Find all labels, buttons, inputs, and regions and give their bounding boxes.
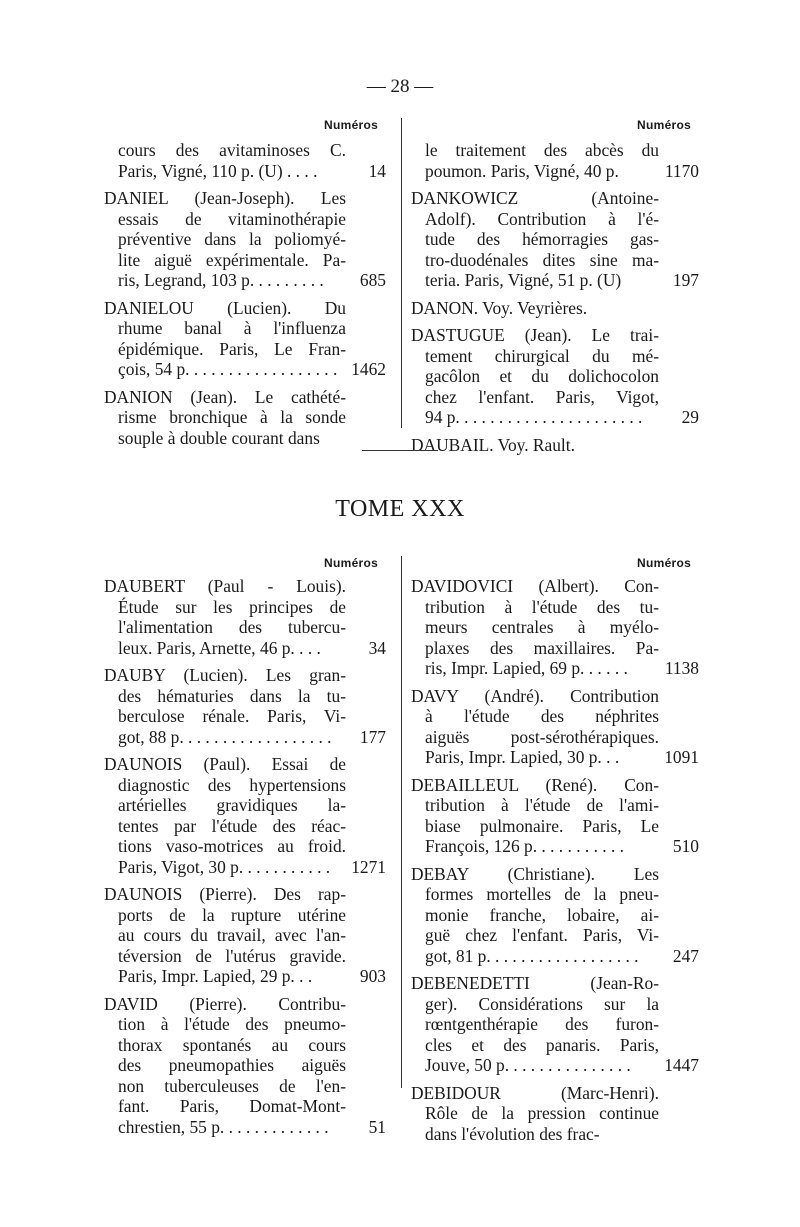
bibliography-entry <box>411 686 705 768</box>
entry-heading-line: DANIEL (Jean-Joseph). Les <box>104 188 346 208</box>
entry-number: 1170 <box>664 160 699 181</box>
entry-text-line: lite aiguë expérimentale. Pa- <box>118 249 346 270</box>
entry-text-line: tions vaso-motrices au froid. <box>118 836 346 856</box>
entry-text-line: essais de vitaminothérapie <box>118 208 346 229</box>
bibliography-entry <box>411 298 705 319</box>
entry-text-line: cles et des panaris. Paris, <box>425 1034 659 1055</box>
entry-heading-line: cours des avitaminoses C. <box>118 140 346 160</box>
entry-text-line: plaxes des maxillaires. Pa- <box>425 637 659 658</box>
column-top-left <box>104 140 392 448</box>
entry-text-line: préventive dans la poliomyé- <box>118 229 346 249</box>
entry-text-line: Paris, Vigné, 110 p. (U) . . . . <box>118 160 318 181</box>
entry-heading-line: DAVID (Pierre). Contribu- <box>104 993 346 1014</box>
entry-text-line: got, 81 p. . . . . . . . . . . . . . . . . . <box>425 945 639 966</box>
column-bottom-left <box>104 576 392 1137</box>
entry-number: 903 <box>359 966 386 986</box>
entry-text-line: François, 126 p. . . . . . . . . . . <box>425 836 625 856</box>
entry-heading-line: DANKOWICZ (Antoine- <box>411 188 659 208</box>
bibliography-entry <box>411 775 705 857</box>
entry-heading-line: DAVY (André). Contribution <box>411 685 659 706</box>
bibliography-entry <box>411 973 705 1076</box>
entry-text-line: rhume banal à l'influenza <box>118 318 346 338</box>
bibliography-entry <box>104 387 392 449</box>
numeros-header-bottom-right: Numéros <box>637 556 692 570</box>
entry-text-line: ports de la rupture utérine <box>118 904 346 925</box>
entry-text-line: tribution à l'étude de l'ami- <box>425 795 659 815</box>
entry-text-line: non tuberculeuses de l'en- <box>118 1075 346 1096</box>
entry-text-line: fant. Paris, Domat-Mont- <box>118 1096 346 1116</box>
entry-heading-line: DAUBY (Lucien). Les gran- <box>104 665 346 685</box>
entry-text-line: berculose rénale. Paris, Vi- <box>118 706 346 726</box>
entry-text-line: tentes par l'étude des réac- <box>118 815 346 836</box>
bibliography-entry <box>104 754 392 877</box>
bibliography-entry <box>411 140 705 181</box>
entry-text-line: tro-duodénales dites sine ma- <box>425 249 659 270</box>
entry-text-line: leux. Paris, Arnette, 46 p. . . . <box>118 637 321 658</box>
entry-text-line: ris, Legrand, 103 p. . . . . . . . . <box>118 270 324 290</box>
entry-text-line: Adolf). Contribution à l'é- <box>425 208 659 229</box>
entry-heading-line: DEBAILLEUL (René). Con- <box>411 774 659 795</box>
entry-number: 1271 <box>351 856 386 877</box>
bibliography-entry <box>104 140 392 181</box>
entry-text-line: thorax spontanés au cours <box>118 1034 346 1055</box>
bibliography-entry <box>104 298 392 380</box>
entry-text-line: rœntgenthérapie des furon- <box>425 1014 659 1034</box>
column-bottom-right <box>411 576 705 1144</box>
entry-number: 510 <box>672 836 699 856</box>
entry-heading-line: DEBIDOUR (Marc-Henri). <box>411 1082 659 1103</box>
entry-text-line: monie franche, lobaire, ai- <box>425 904 659 925</box>
entry-text-line: chez l'enfant. Paris, Vigot, <box>425 386 659 407</box>
entry-number: 14 <box>368 160 386 181</box>
entry-text-line: çois, 54 p. . . . . . . . . . . . . . . . . . <box>118 359 338 379</box>
entry-heading-line: DAUBAIL. Voy. Rault. <box>411 434 575 455</box>
entry-text-line: tribution à l'étude des tu- <box>425 596 659 617</box>
bibliography-entry <box>104 576 392 658</box>
section-separator <box>362 450 438 451</box>
entry-heading-line: DAUNOIS (Paul). Essai de <box>104 754 346 774</box>
entry-text-line: Paris, Impr. Lapied, 29 p. . . <box>118 966 313 986</box>
numeros-header-top-left: Numéros <box>324 118 379 132</box>
entry-text-line: poumon. Paris, Vigné, 40 p. <box>425 160 619 181</box>
entry-heading-line: DEBAY (Christiane). Les <box>411 863 659 884</box>
entry-number: 1462 <box>351 359 386 379</box>
entry-number: 177 <box>359 726 386 747</box>
bibliography-entry <box>104 188 392 291</box>
page-number: — 28 — <box>366 76 434 97</box>
entry-number: 685 <box>359 270 386 290</box>
entry-text-line: Étude sur les principes de <box>118 596 346 617</box>
bibliography-entry <box>411 325 705 428</box>
entry-text-line: artérielles gravidiques la- <box>118 795 346 815</box>
entry-text-line: l'alimentation des tubercu- <box>118 617 346 637</box>
bibliography-entry <box>411 435 705 456</box>
entry-heading-line: le traitement des abcès du <box>425 140 659 160</box>
entry-text-line: Jouve, 50 p. . . . . . . . . . . . . . . <box>425 1055 631 1075</box>
entry-text-line: épidémique. Paris, Le Fran- <box>118 338 346 359</box>
entry-text-line: des pneumopathies aiguës <box>118 1055 346 1075</box>
bibliography-entry <box>411 864 705 967</box>
entry-heading-line: DANION (Jean). Le cathété- <box>104 386 346 407</box>
numeros-header-top-right: Numéros <box>637 118 692 132</box>
entry-text-line: Rôle de la pression continue <box>425 1103 659 1123</box>
entry-text-line: Paris, Impr. Lapied, 30 p. . . <box>425 747 620 767</box>
entry-number: 1447 <box>664 1055 699 1075</box>
entry-text-line: biase pulmonaire. Paris, Le <box>425 815 659 836</box>
entry-text-line: tion à l'étude des pneumo- <box>118 1014 346 1034</box>
entry-heading-line: DAVIDOVICI (Albert). Con- <box>411 576 659 596</box>
entry-heading-line: DANIELOU (Lucien). Du <box>104 297 346 318</box>
entry-text-line: ger). Considérations sur la <box>425 993 659 1014</box>
bibliography-entry <box>104 665 392 747</box>
entry-text-line: chrestien, 55 p. . . . . . . . . . . . . <box>118 1116 329 1137</box>
entry-text-line: ris, Impr. Lapied, 69 p. . . . . . <box>425 658 628 678</box>
entry-text-line: risme bronchique à la sonde <box>118 407 346 427</box>
section-title: TOME XXX <box>335 496 465 522</box>
bibliography-entry <box>411 1083 705 1145</box>
entry-heading-line: DEBENEDETTI (Jean-Ro- <box>411 973 659 993</box>
entry-number: 34 <box>368 637 386 658</box>
entry-text-line: 94 p. . . . . . . . . . . . . . . . . . . . . . <box>425 407 643 427</box>
entry-number: 51 <box>368 1116 386 1137</box>
entry-text-line: got, 88 p. . . . . . . . . . . . . . . . . . <box>118 726 332 747</box>
entry-text-line: au cours du travail, avec l'an- <box>118 925 346 945</box>
bibliography-entry <box>411 576 705 679</box>
entry-heading-line: DAUNOIS (Pierre). Des rap- <box>104 884 346 904</box>
entry-text-line: dans l'évolution des frac- <box>425 1123 600 1144</box>
entry-text-line: souple à double courant dans <box>118 427 320 448</box>
entry-text-line: des hématuries dans la tu- <box>118 685 346 706</box>
entry-heading-line: DANON. Voy. Veyrières. <box>411 297 588 318</box>
entry-text-line: Paris, Vigot, 30 p. . . . . . . . . . . <box>118 856 331 877</box>
entry-text-line: à l'étude des néphrites <box>425 706 659 726</box>
entry-text-line: tement chirurgical du mé- <box>425 345 659 366</box>
entry-text-line: tude des hémorragies gas- <box>425 229 659 249</box>
entry-text-line: meurs centrales à myélo- <box>425 617 659 637</box>
entry-number: 197 <box>672 270 699 290</box>
column-top-right <box>411 140 705 455</box>
entry-heading-line: DAUBERT (Paul - Louis). <box>104 576 346 596</box>
entry-text-line: diagnostic des hypertensions <box>118 774 346 795</box>
entry-number: 29 <box>681 407 699 427</box>
column-divider-bottom <box>401 556 402 1088</box>
entry-text-line: formes mortelles de la pneu- <box>425 884 659 904</box>
column-divider-top <box>401 118 402 428</box>
entry-number: 1091 <box>664 747 699 767</box>
entry-number: 1138 <box>664 658 699 678</box>
entry-heading-line: DASTUGUE (Jean). Le trai- <box>411 325 659 345</box>
entry-text-line: aiguës post-sérothérapiques. <box>425 726 659 747</box>
bibliography-entry <box>411 188 705 291</box>
bibliography-entry <box>104 884 392 987</box>
entry-text-line: téversion de l'utérus gravide. <box>118 945 346 966</box>
bibliography-entry <box>104 994 392 1138</box>
entry-text-line: gacôlon et du dolichocolon <box>425 366 659 386</box>
entry-number: 247 <box>672 945 699 966</box>
entry-text-line: teria. Paris, Vigné, 51 p. (U) <box>425 270 622 290</box>
entry-text-line: guë chez l'enfant. Paris, Vi- <box>425 925 659 945</box>
numeros-header-bottom-left: Numéros <box>324 556 379 570</box>
